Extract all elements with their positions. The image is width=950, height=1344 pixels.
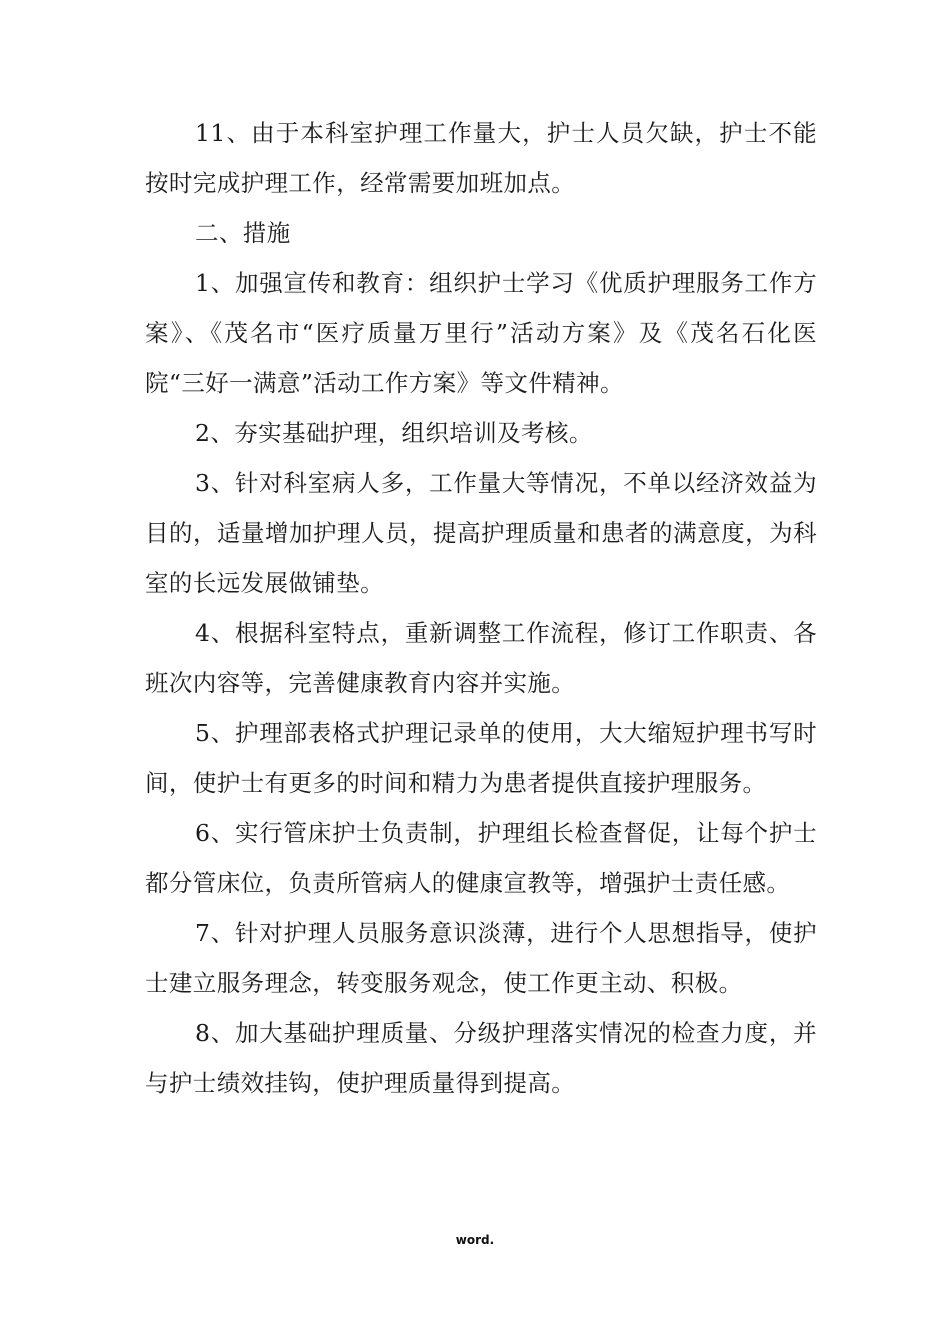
paragraph-measure-1: 1、加强宣传和教育：组织护士学习《优质护理服务工作方案》、《茂名市“医疗质量万里行”活动方案》及《茂名石化医院“三好一满意”活动工作方案》等文件精神。 — [145, 269, 817, 397]
paragraph-measure-7: 7、针对护理人员服务意识淡薄，进行个人思想指导，使护士建立服务理念，转变服务观念，使工作更主动、积极。 — [145, 919, 817, 997]
paragraph-measure-5: 5、护理部表格式护理记录单的使用，大大缩短护理书写时间，使护士有更多的时间和精力为患者提供直接护理服务。 — [145, 719, 817, 797]
document-body — [145, 108, 817, 1108]
paragraph-measure-3: 3、针对科室病人多，工作量大等情况，不单以经济效益为目的，适量增加护理人员，提高护理质量和患者的满意度，为科室的长远发展做铺垫。 — [145, 469, 817, 597]
paragraph-item-11: 11、由于本科室护理工作量大，护士人员欠缺，护士不能按时完成护理工作，经常需要加班加点。 — [145, 119, 817, 197]
paragraph-measure-8: 8、加大基础护理质量、分级护理落实情况的检查力度，并与护士绩效挂钩，使护理质量得到提高。 — [145, 1019, 817, 1097]
paragraph-measure-2: 2、夯实基础护理，组织培训及考核。 — [195, 419, 593, 447]
paragraph-measure-6: 6、实行管床护士负责制，护理组长检查督促，让每个护士都分管床位，负责所管病人的健康宣教等，增强护士责任感。 — [145, 819, 817, 897]
section-heading-measures: 二、措施 — [195, 219, 291, 247]
page-footer: word. — [455, 1233, 495, 1247]
paragraph-measure-4: 4、根据科室特点，重新调整工作流程，修订工作职责、各班次内容等，完善健康教育内容并实施。 — [145, 619, 817, 697]
